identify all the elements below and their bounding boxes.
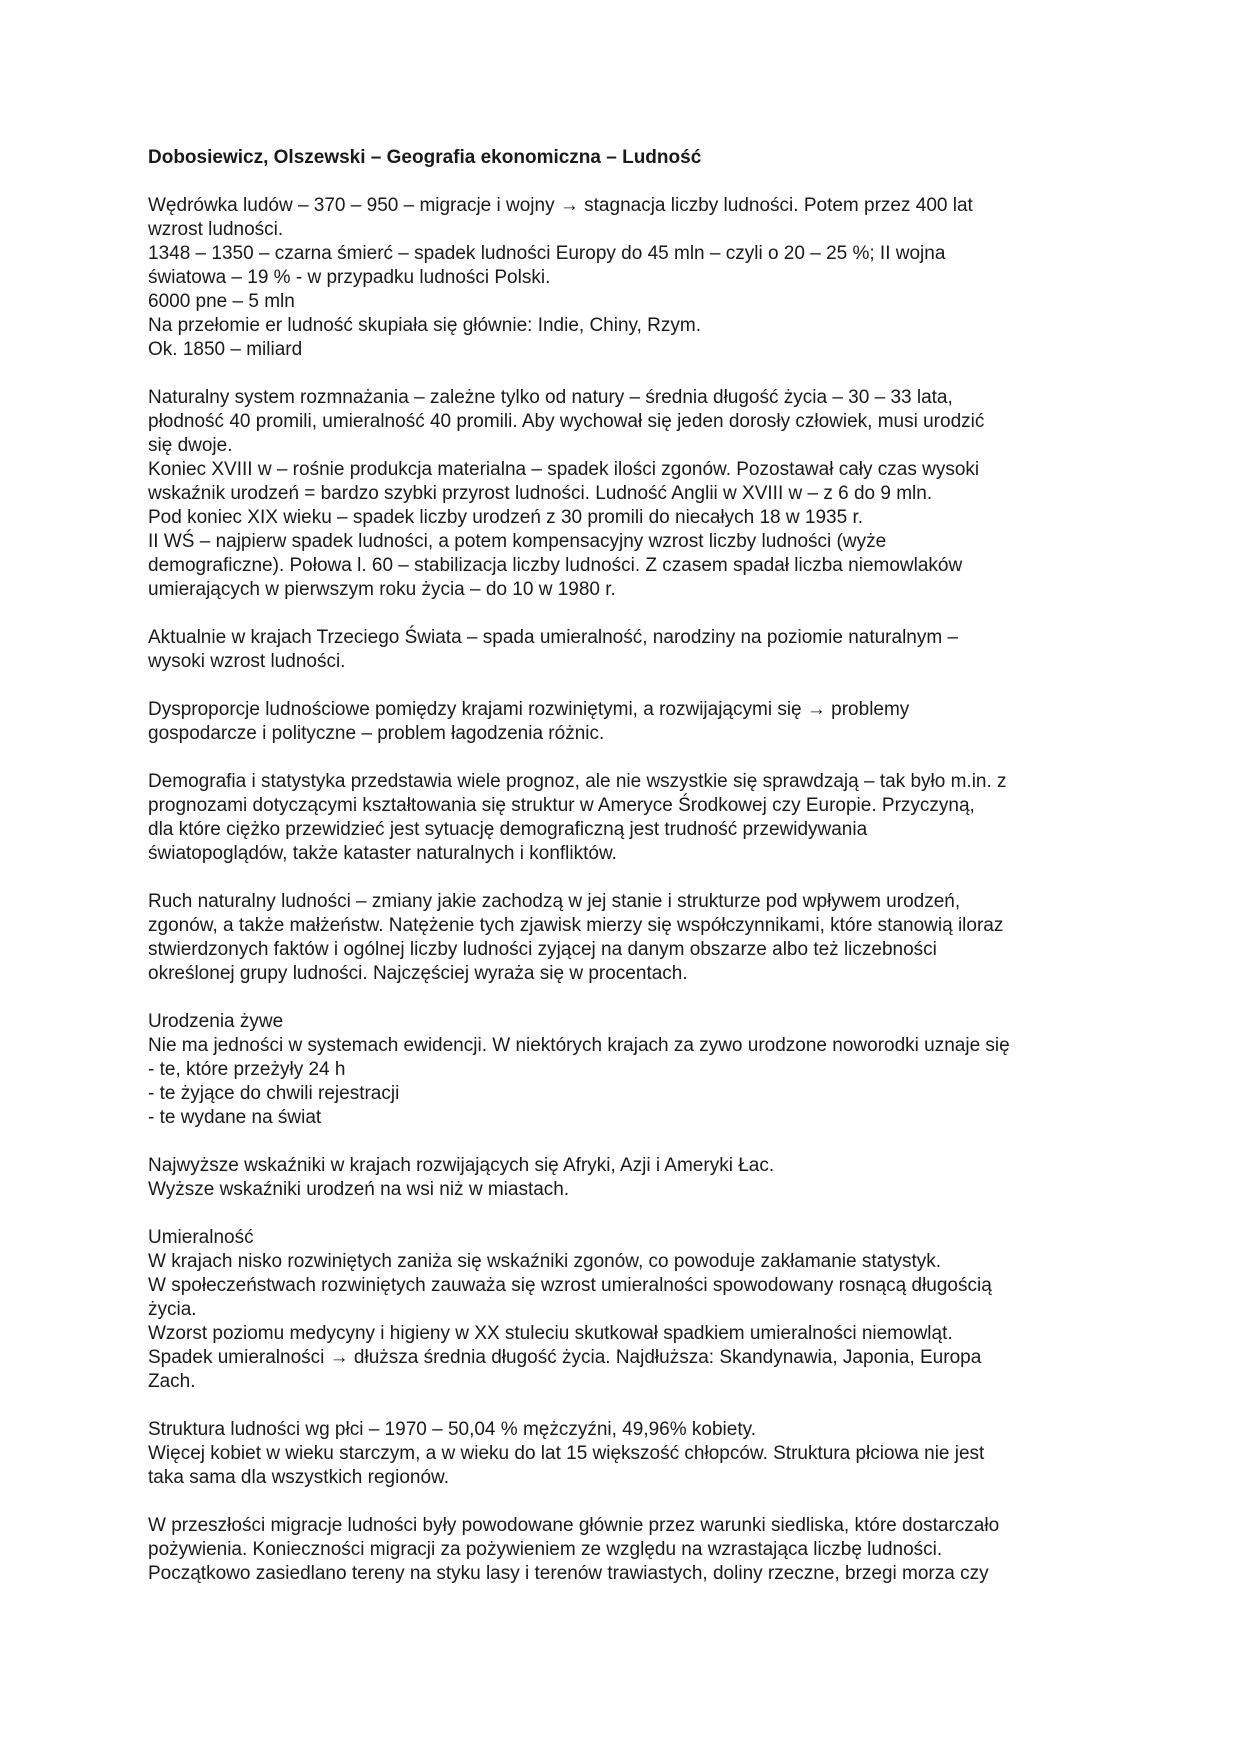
text-line: W krajach nisko rozwiniętych zaniża się wskaźniki zgonów, co powoduje zakłamanie statystyk. <box>148 1251 942 1272</box>
text-line: wskaźnik urodzeń = bardzo szybki przyrost ludności. Ludność Anglii w XVIII w – z 6 do 9 mln. <box>148 483 933 504</box>
text-line: 6000 pne – 5 mln <box>148 291 295 312</box>
text-line: Spadek umieralności → dłuższa średnia długość życia. Najdłuższa: Skandynawia, Japonia, Europa <box>148 1347 982 1368</box>
text-line: Wędrówka ludów – 370 – 950 – migracje i wojny → stagnacja liczby ludności. Potem przez 400 lat <box>148 195 973 216</box>
text-line: wysoki wzrost ludności. <box>148 651 346 672</box>
text-line: dla które ciężko przewidzieć jest sytuację demograficzną jest trudność przewidywania <box>148 819 868 840</box>
text-line: Aktualnie w krajach Trzeciego Świata – spada umieralność, narodziny na poziomie naturalnym – <box>148 627 959 648</box>
text-line: Urodzenia żywe <box>148 1011 284 1032</box>
text-line: Ruch naturalny ludności – zmiany jakie zachodzą w jej stanie i strukturze pod wpływem urodzeń, <box>148 891 961 912</box>
text-line: taka sama dla wszystkich regionów. <box>148 1467 449 1488</box>
text-line: Wzorst poziomu medycyny i higieny w XX stuleciu skutkował spadkiem umieralności niemowląt. <box>148 1323 953 1344</box>
text-line: II WŚ – najpierw spadek ludności, a potem kompensacyjny wzrost liczby ludności (wyże <box>148 531 887 552</box>
paragraph <box>148 386 1098 602</box>
text-line: Najwyższe wskaźniki w krajach rozwijających się Afryki, Azji i Ameryki Łac. <box>148 1155 775 1176</box>
text-line: Dysproporcje ludnościowe pomiędzy krajami rozwiniętymi, a rozwijającymi się → problemy <box>148 699 910 720</box>
text-line: Wyższe wskaźniki urodzeń na wsi niż w miastach. <box>148 1179 570 1200</box>
text-line: Ok. 1850 – miliard <box>148 339 303 360</box>
paragraph <box>148 770 1098 866</box>
paragraph <box>148 1514 1098 1586</box>
document-page <box>148 146 1098 1610</box>
text-line: - te, które przeżyły 24 h <box>148 1059 346 1080</box>
text-line: Nie ma jedności w systemach ewidencji. W niektórych krajach za zywo urodzone noworodki uznaje się <box>148 1035 1010 1056</box>
paragraph <box>148 698 1098 746</box>
text-line: pożywienia. Konieczności migracji za pożywieniem ze względu na wzrastająca liczbę ludności. <box>148 1539 943 1560</box>
text-line: - te żyjące do chwili rejestracji <box>148 1083 400 1104</box>
text-line: wzrost ludności. <box>148 219 284 240</box>
text-line: Demografia i statystyka przedstawia wiele prognoz, ale nie wszystkie się sprawdzają – tak było m.in. z <box>148 771 1007 792</box>
text-line: Struktura ludności wg płci – 1970 – 50,04 % mężczyźni, 49,96% kobiety. <box>148 1419 756 1440</box>
document-body <box>148 194 1098 1586</box>
text-line: demograficzne). Połowa l. 60 – stabilizacja liczby ludności. Z czasem spadał liczba niemowlaków <box>148 555 963 576</box>
paragraph <box>148 194 1098 362</box>
text-line: światowa – 19 % - w przypadku ludności Polski. <box>148 267 551 288</box>
text-line: stwierdzonych faktów i ogólnej liczby ludności zyjącej na danym obszarze albo też liczebności <box>148 939 937 960</box>
text-line: W przeszłości migracje ludności były powodowane głównie przez warunki siedliska, które dostarczało <box>148 1515 1000 1536</box>
text-line: zgonów, a także małżeństw. Natężenie tych zjawisk mierzy się współczynnikami, które stanowią iloraz <box>148 915 1004 936</box>
paragraph <box>148 1226 1098 1394</box>
text-line: W społeczeństwach rozwiniętych zauważa się wzrost umieralności spowodowany rosnącą długością <box>148 1275 992 1296</box>
text-line: prognozami dotyczącymi kształtowania się struktur w Ameryce Środkowej czy Europie. Przyczyną, <box>148 795 975 816</box>
text-line: Na przełomie er ludność skupiała się głównie: Indie, Chiny, Rzym. <box>148 315 702 336</box>
text-line: Koniec XVIII w – rośnie produkcja materialna – spadek ilości zgonów. Pozostawał cały czas wysoki <box>148 459 980 480</box>
paragraph <box>148 1010 1098 1130</box>
text-line: się dwoje. <box>148 435 233 456</box>
text-line: gospodarcze i polityczne – problem łagodzenia różnic. <box>148 723 605 744</box>
text-line: 1348 – 1350 – czarna śmierć – spadek ludności Europy do 45 mln – czyli o 20 – 25 %; II wojna <box>148 243 946 264</box>
paragraph <box>148 1418 1098 1490</box>
paragraph <box>148 626 1098 674</box>
text-line: - te wydane na świat <box>148 1107 322 1128</box>
text-line: życia. <box>148 1299 197 1320</box>
text-line: Pod koniec XIX wieku – spadek liczby urodzeń z 30 promili do niecałych 18 w 1935 r. <box>148 507 864 528</box>
text-line: Zach. <box>148 1371 196 1392</box>
paragraph <box>148 890 1098 986</box>
document-title: Dobosiewicz, Olszewski – Geografia ekonomiczna – Ludność <box>148 147 702 168</box>
text-line: Naturalny system rozmnażania – zależne tylko od natury – średnia długość życia – 30 – 33 lata, <box>148 387 953 408</box>
text-line: Więcej kobiet w wieku starczym, a w wieku do lat 15 większość chłopców. Struktura płciowa nie jest <box>148 1443 985 1464</box>
text-line: światopoglądów, także kataster naturalnych i konfliktów. <box>148 843 617 864</box>
text-line: Umieralność <box>148 1227 254 1248</box>
paragraph <box>148 1154 1098 1202</box>
text-line: umierających w pierwszym roku życia – do 10 w 1980 r. <box>148 579 616 600</box>
text-line: określonej grupy ludności. Najczęściej wyraża się w procentach. <box>148 963 688 984</box>
text-line: Początkowo zasiedlano tereny na styku lasy i terenów trawiastych, doliny rzeczne, brzegi morza czy <box>148 1563 989 1584</box>
text-line: płodność 40 promili, umieralność 40 promili. Aby wychował się jeden dorosły człowiek, musi urodzić <box>148 411 985 432</box>
